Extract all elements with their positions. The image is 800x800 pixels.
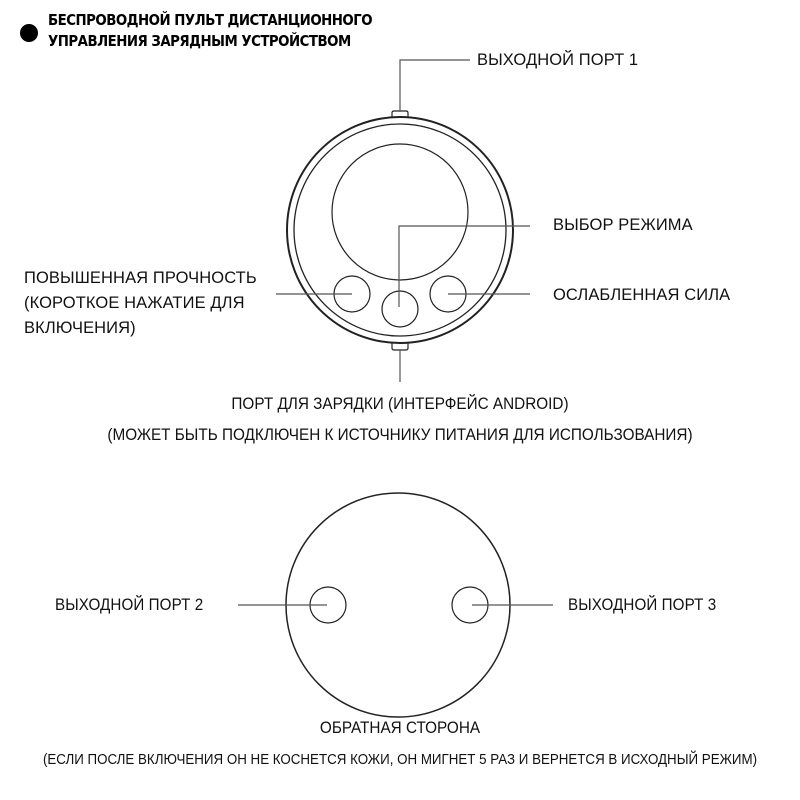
leader-output-port-1 <box>400 60 470 111</box>
label-decreased-strength: ОСЛАБЛЕННАЯ СИЛА <box>553 286 731 304</box>
title-line-2: УПРАВЛЕНИЯ ЗАРЯДНЫМ УСТРОЙСТВОМ <box>48 32 351 50</box>
label-output-port-1: ВЫХОДНОЙ ПОРТ 1 <box>477 51 639 69</box>
leader-mode-select <box>399 226 530 307</box>
footnote: (ЕСЛИ ПОСЛЕ ВКЛЮЧЕНИЯ ОН НЕ КОСНЕТСЯ КОЖИ, ОН МИГНЕТ 5 РАЗ И ВЕРНЕТСЯ В ИСХОДНЫЙ РЕЖИМ) <box>42 752 758 768</box>
label-back-side: ОБРАТНАЯ СТОРОНА <box>319 718 481 737</box>
title-line-1: БЕСПРОВОДНОЙ ПУЛЬТ ДИСТАНЦИОННОГО <box>48 11 373 29</box>
front-view <box>287 111 513 350</box>
main-pad-circle <box>332 144 468 280</box>
label-increased-strength-2: (КОРОТКОЕ НАЖАТИЕ ДЛЯ <box>24 294 245 312</box>
device-inner-ring <box>294 124 506 336</box>
label-increased-strength-1: ПОВЫШЕННАЯ ПРОЧНОСТЬ <box>24 269 257 287</box>
label-mode-select: ВЫБОР РЕЖИМА <box>553 216 693 234</box>
device-outer-ring <box>287 117 513 343</box>
label-charging-port: ПОРТ ДЛЯ ЗАРЯДКИ (ИНТЕРФЕЙС ANDROID) <box>231 394 569 413</box>
label-output-port-2: ВЫХОДНОЙ ПОРТ 2 <box>55 596 204 614</box>
label-output-port-3: ВЫХОДНОЙ ПОРТ 3 <box>568 596 717 614</box>
label-increased-strength-3: ВКЛЮЧЕНИЯ) <box>24 319 136 337</box>
mode-button[interactable] <box>382 291 418 327</box>
front-leader-lines <box>276 60 530 382</box>
label-charging-note: (МОЖЕТ БЫТЬ ПОДКЛЮЧЕН К ИСТОЧНИКУ ПИТАНИЯ ДЛЯ ИСПОЛЬЗОВАНИЯ) <box>107 425 693 444</box>
